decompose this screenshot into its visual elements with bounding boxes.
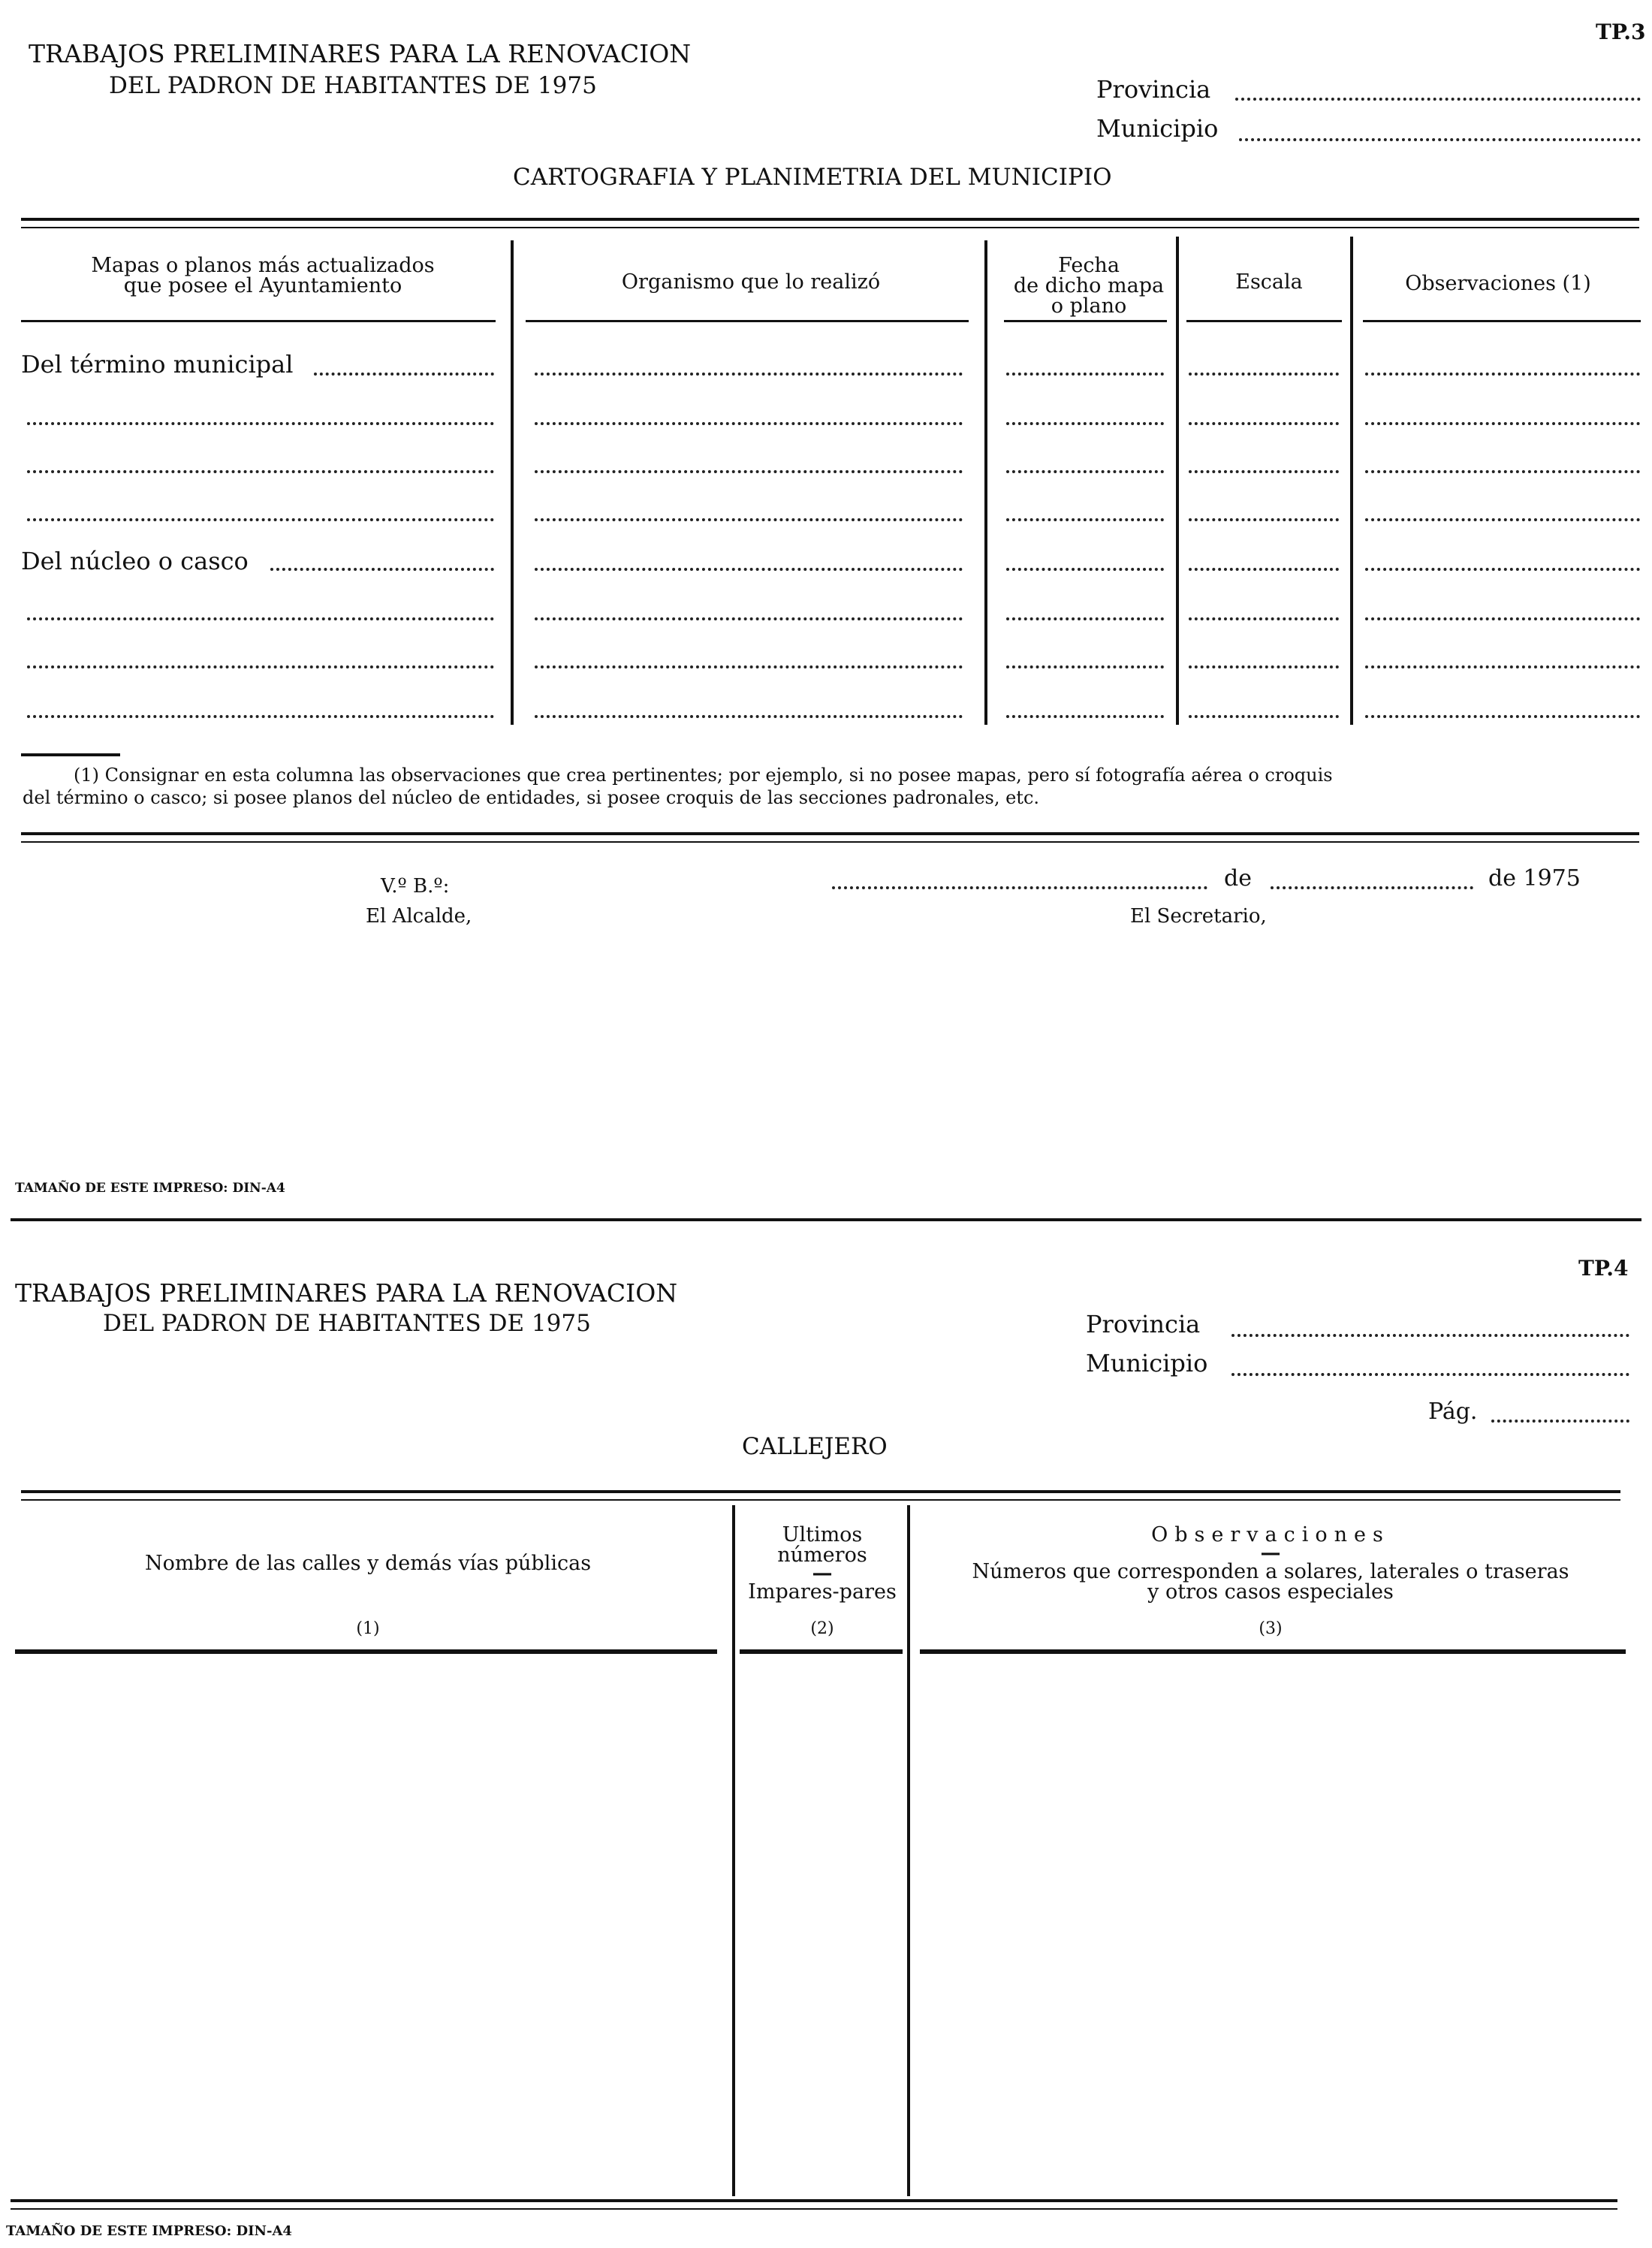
provincia-field[interactable] (1231, 1334, 1629, 1337)
col-fecha-line3: o plano (1051, 294, 1127, 318)
col-sep-2 (984, 240, 987, 725)
alcalde-label: El Alcalde, (366, 905, 472, 928)
form-title-line2: DEL PADRON DE HABITANTES DE 1975 (103, 1310, 591, 1337)
top-rule-thin (21, 1499, 1620, 1501)
tamano-label: TAMAÑO DE ESTE IMPRESO: DIN-A4 (15, 1181, 285, 1196)
municipio-label: Municipio (1086, 1349, 1208, 1377)
bottom-rule-thin (11, 2208, 1617, 2210)
date-de-2: de 1975 (1488, 865, 1581, 892)
municipio-field[interactable] (1231, 1373, 1629, 1376)
section-title: CALLEJERO (742, 1433, 888, 1460)
hdr-underline-2 (740, 1649, 903, 1654)
col-escala-header: Escala (1235, 270, 1303, 294)
col-num3: (3) (1259, 1619, 1283, 1638)
col-sep-3 (1176, 237, 1179, 725)
municipio-field[interactable] (1239, 138, 1641, 141)
hdr-underline-4 (1186, 320, 1342, 322)
provincia-label: Provincia (1086, 1310, 1201, 1338)
form-code: TP.3 (1596, 20, 1646, 44)
top-rule-thin (21, 227, 1639, 228)
col-mapas-header (30, 255, 496, 296)
form-title-line2: DEL PADRON DE HABITANTES DE 1975 (109, 72, 597, 99)
col-num2: (2) (810, 1619, 834, 1638)
col-observaciones-header: Observaciones (1) (1405, 272, 1591, 295)
col-mapas-line1: Mapas o planos más actualizados (91, 254, 435, 277)
footnote-line1: (1) Consignar en esta columna las observaciones que crea pertinentes; por ejemplo, si no posee mapas, pero sí fotografía aérea o croquis (74, 765, 1333, 786)
row-label-termino: Del término municipal (21, 350, 294, 379)
col-num1: (1) (356, 1619, 380, 1638)
col-mapas-line2: que posee el Ayuntamiento (123, 274, 402, 297)
date-place-field[interactable] (832, 886, 1207, 889)
signature-rule-thin (21, 841, 1639, 843)
hdr-underline-5 (1363, 320, 1641, 322)
top-rule (21, 218, 1639, 221)
col-obs-dash: — (1260, 1541, 1281, 1565)
signature-rule (21, 832, 1639, 835)
col-ultimos-header (732, 1525, 912, 1602)
secretario-label: El Secretario, (1130, 905, 1267, 928)
col-obs-line1: Números que corresponden a solares, laterales o traseras (972, 1560, 1569, 1583)
bottom-rule (11, 2199, 1617, 2202)
top-rule (21, 1490, 1620, 1493)
col-ultimos-line3: Impares-pares (748, 1580, 897, 1604)
provincia-label: Provincia (1096, 75, 1211, 104)
col-sep-4 (1350, 237, 1353, 725)
provincia-field[interactable] (1235, 98, 1641, 101)
row-label-nucleo: Del núcleo o casco (21, 547, 249, 575)
form-title-line1: TRABAJOS PRELIMINARES PARA LA RENOVACION (29, 39, 692, 68)
col-nombre-header: Nombre de las calles y demás vías públicas (144, 1552, 592, 1575)
col-fecha-header (999, 255, 1179, 316)
footnote-rule (21, 753, 120, 756)
form-title-line1: TRABAJOS PRELIMINARES PARA LA RENOVACION (15, 1278, 678, 1308)
hdr-underline-1 (21, 320, 496, 322)
footnote-line2: del término o casco; si posee planos del núcleo de entidades, si posee croquis de las secciones padronales, etc. (23, 787, 1040, 808)
col-obs-title: Observaciones (1151, 1523, 1390, 1546)
page-separator (11, 1218, 1641, 1221)
col-obs-line2: y otros casos especiales (1147, 1580, 1394, 1604)
section-title: CARTOGRAFIA Y PLANIMETRIA DEL MUNICIPIO (513, 164, 1112, 191)
col-organismo-header: Organismo que lo realizó (621, 270, 881, 294)
form-code: TP.4 (1578, 1256, 1629, 1281)
col-fecha-line1: Fecha (1058, 254, 1120, 277)
hdr-underline-3 (1004, 320, 1167, 322)
date-de-1: de (1224, 865, 1252, 892)
callejero-entry-area[interactable] (15, 1660, 1626, 2193)
tamano-label: TAMAÑO DE ESTE IMPRESO: DIN-A4 (6, 2223, 292, 2239)
pag-field[interactable] (1491, 1420, 1629, 1423)
pag-label: Pág. (1428, 1399, 1478, 1425)
hdr-underline-3 (920, 1649, 1626, 1654)
col-fecha-line2: de dicho mapa (1013, 274, 1165, 297)
col-sep-1 (511, 240, 514, 725)
col-ultimos-line2: números (777, 1543, 867, 1567)
date-month-field[interactable] (1271, 886, 1473, 889)
hdr-underline-2 (526, 320, 969, 322)
vobo-label: V.º B.º: (381, 875, 450, 898)
col-ultimos-line1: Ultimos (782, 1523, 863, 1546)
municipio-label: Municipio (1096, 114, 1219, 143)
hdr-underline-1 (15, 1649, 717, 1654)
col-ultimos-dash: — (812, 1562, 833, 1585)
col-obs-header (918, 1525, 1623, 1602)
